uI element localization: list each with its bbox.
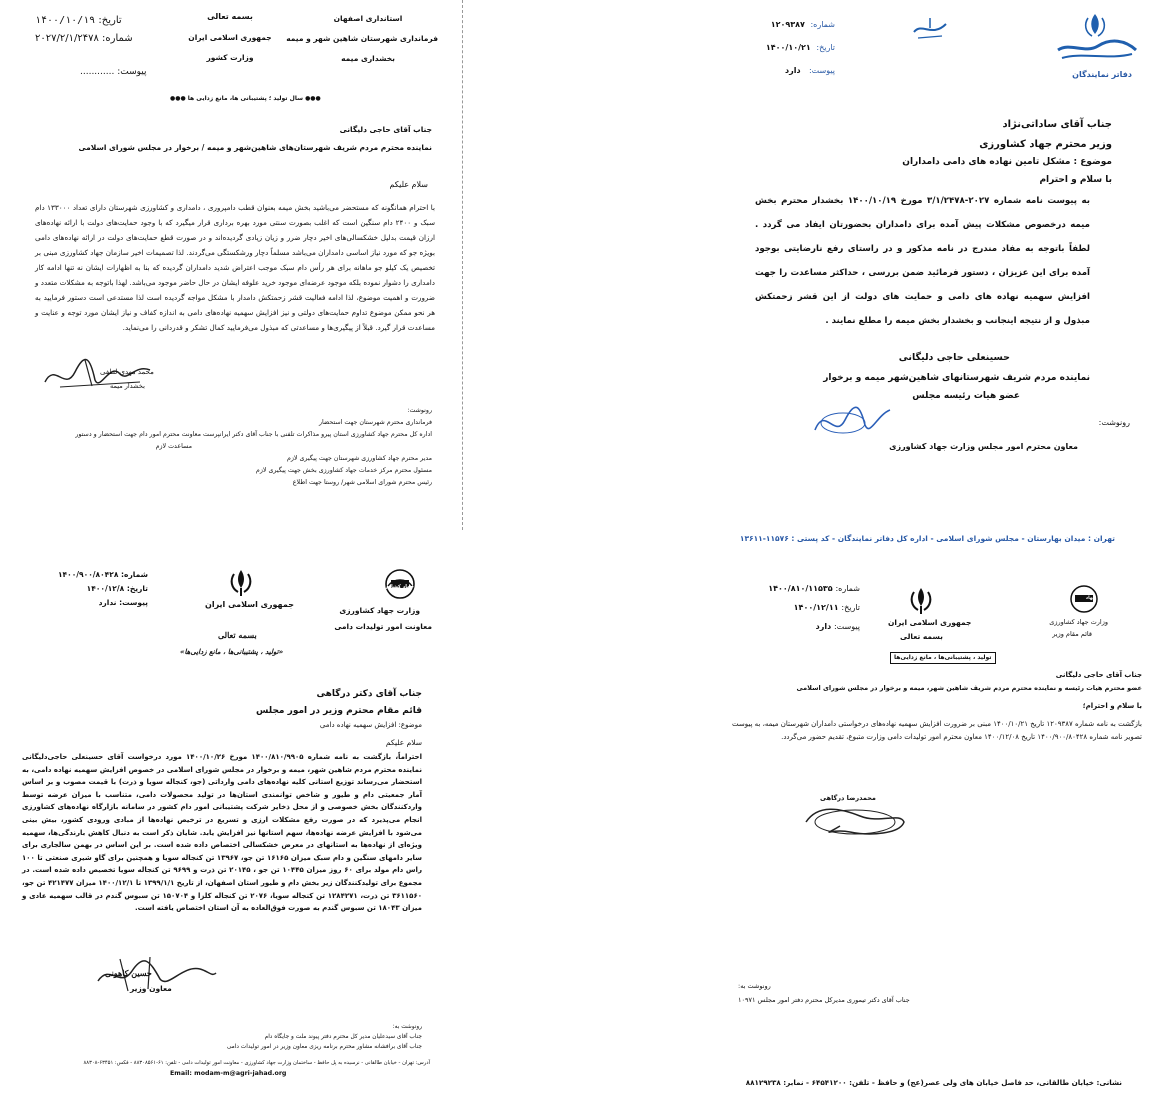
- letter4-salutation: با سلام و احترام؛: [1082, 702, 1142, 710]
- letter3-header-right-1: وزارت جهاد کشاورزی: [339, 606, 420, 615]
- letter3-header-center-0: جمهوری اسلامی ایران: [205, 600, 294, 609]
- letter2-signer-title1: نماینده مردم شریف شهرستانهای شاهین‌شهر میمه و برخوار: [823, 373, 1090, 383]
- letter4-addressee-title: عضو محترم هیات رئیسه و نماینده محترم مردم شریف شاهین شهر، میمه و برخوار در مجلس شورای اسلامی: [796, 684, 1142, 692]
- letter-moavenat-dami: [0, 560, 460, 1100]
- letter3-addressee-title: قائم مقام محترم وزیر در امور مجلس: [256, 706, 422, 716]
- letter1-attach: پیوست: ............: [80, 67, 147, 77]
- letter4-header-center-0: جمهوری اسلامی ایران: [888, 618, 972, 627]
- letter4-header-right-1: وزارت جهاد کشاورزی: [1049, 618, 1108, 626]
- letter1-addressee-name: جناب آقای حاجی دلیگانی: [339, 125, 432, 134]
- letter3-header-center-1: بسمه تعالی: [218, 630, 257, 640]
- letter1-signer-title: بخشدار میمه: [110, 382, 145, 390]
- letter2-meta: شماره: ۱۲۰۹۳۸۷ تاریخ: ۱۴۰۰/۱۰/۲۱ پیوست: دارد: [765, 20, 835, 75]
- letter3-header-slogan: «تولید ، پشتیبانی‌ها ، مانع زدایی‌ها»: [180, 648, 284, 656]
- letter3-signer-title: معاون وزیر: [130, 984, 172, 993]
- letter4-cc-title: رونوشت به:: [738, 982, 771, 990]
- letter3-body: احتراماً، بازگشت به نامه شماره ۱۴۰۰/۸۱۰/۹۹۰۵ مورخ ۱۴۰۰/۱۰/۲۶ مورد درخواست آقای حسینعلی حاجی‌دلیگانی نماینده محترم مردم شاهین شهر، میمه و برخوار در مجلس شورای اسلامی در خصوص افزایش سهمیه نهاده دامی، به استحضار می‌رساند توزیع استانی کلیه نهاده‌های دامی وارداتی (جو، کنجاله سویا و ذرت) با قیمت مصوب و بر اساس آمار جمعیتی دام و طیور و شاخص توانمندی استان‌ها در تولید محصولات دامی، متناسب با میزان عرضه توسط واردکنندگان بخش خصوصی و از محل ذخایر شرکت پشتیبانی امور دام کشور در سامانه بازارگاه نهاده‌های کشاورزی انجام می‌پذیرد که در صورت رفع مشکلات ارزی و تسریع در ترخیص نهاده‌ها از مبادی ورودی کشور، بیش بینی می‌شود با افزایش عرضه نهاده‌ها، سهم استانها نیز افزایش یابد. شایان ذکر است به دنبال کاهش بارندگی‌ها، سهمیه ویژه‌ای از نهاده‌ها به استانهای در معرض خشکسالی اختصاص داده شده است. بر این اساس در بهمن سالجاری برای سایر دامهای سنگین و دام سبک میزان ۱۶۱۶۵ تن جو، ۱۳۹۶۷ تن کنجاله سویا و همچنین برای گاو شیری صنعتی تا ۱۰۰ راس دام مولد برای ۶۰ روز میزان ۱۰۴۴۵ تن جو ، ۲۰۱۴۵ تن ذرت و ۹۶۹۹ تن کنجاله سویا تخصیص داده شده است. در مجموع برای تولیدکنندگان زیر بخش دام و طیور استان اصفهان، از تاریخ ۱۳۹۹/۱/۱ تا ۱۴۰۰/۱۲/۱ میزان ۴۲۱۴۷۷ تن جو، ۳۶۱۱۵۶۰ تن ذرت، ۱۲۸۴۲۷۱ تن کنجاله سویا، ۲۰۷۶ تن کنجاله کلزا و ۱۵۰۷۰۴ تن سبوس گندم در قالب سهمیه عادی و میزان ۱۸۰۴۳ تن سبوس گندم به صورت فوق‌العاده به آن استان اختصاص یافته است.: [22, 753, 423, 913]
- letter1-addressee-title: نماینده محترم مردم شریف شهرستان‌های شاهین‌شهر و میمه / برخوار در مجلس شورای اسلامی: [78, 143, 432, 152]
- letter4-signature: [800, 802, 910, 842]
- letter4-footer: نشانی: خیابان طالقانی، حد فاصل خیابان های ولی عصر(عج) و حافظ - تلفن: ۶۴۵۴۱۲۰۰ - نمابر: ۸۸۱۲۹۲۳۸: [745, 1078, 1122, 1087]
- letter2-subject: موضوع : مشکل تامین نهاده های دامی دامداران: [902, 157, 1112, 167]
- letter4-jahad-logo-text: جهاد: [1085, 596, 1096, 601]
- slogan-logo-icon: [910, 14, 950, 42]
- letter1-cc: رونوشت: فرمانداری محترم شهرستان جهت استحضار اداره کل محترم جهاد کشاورزی استان پیرو مذاکرات تلفنی با جناب آقای دکتر ایرانپرست معاونت محترم امور دام جهت استحضار و دستور مساعدت لازم مدیر محترم جهاد کشاورزی شهرستان جهت پیگیری لازم مسئول محترم مرکز خدمات جهاد کشاورزی بخش جهت پیگیری لازم رئیس محترم شورای اسلامی شهر/ روستا جهت اطلاع: [75, 407, 432, 486]
- letter2-addressee-title: وزیر محترم جهاد کشاورزی: [979, 139, 1112, 150]
- iran-emblem-icon: [225, 568, 257, 598]
- letter1-header-right: استانداری اصفهان فرمانداری شهرستان شاهین شهر و میمه بخشداری میمه: [286, 14, 438, 64]
- letter2-salutation: با سلام و احترام: [1039, 175, 1112, 185]
- letter4-header-slogan: تولید ، پشتیبانی‌ها ، مانع زدایی‌ها: [890, 652, 996, 664]
- letter4-body: بازگشت به نامه شماره ۱۲۰۹۳۸۷ تاریخ ۱۴۰۰/۱۰/۲۱ مبنی بر ضرورت افزایش سهمیه نهاده‌های درخواستی دامداران شهرستان میمه، به پیوست تصویر نامه شماره ۱۴۰۰/۹۰۰/۸۰۴۲۸ تاریخ ۱۴۰۰/۱۲/۰۸ معاون محترم امور تولیدات دامی وزارت متبوع، تقدیم حضور می‌گردد.: [732, 720, 1142, 741]
- letter4-header-center-1: بسمه تعالی: [900, 632, 943, 641]
- letter3-jahad-logo-text: جهاد کشاورزی: [377, 584, 414, 590]
- letter2-signer-title2: عضو هیات رئیسه مجلس: [912, 391, 1020, 401]
- jahad-emblem-icon: [1066, 584, 1102, 614]
- letter3-cc: رونوشت به: جناب آقای سیدعلیان مدیر کل محترم دفتر پیوند ملت و جایگاه دام جناب آقای برافشانه مشاور محترم برنامه ریزی معاون وزیر در امور تولیدات دامی: [226, 1024, 422, 1050]
- letter1-signer: محمد مهدی لطفی: [100, 368, 154, 376]
- letter4-addressee-name: جناب آقای حاجی دلیگانی: [1055, 671, 1142, 679]
- letter1-salutation: سلام علیکم: [389, 180, 428, 189]
- letter4-cc: جناب آقای دکتر تیموری مدیرکل محترم دفتر امور مجلس ۱۰۹۷۱: [738, 996, 910, 1004]
- letter1-edge: [462, 0, 464, 530]
- majlis-emblem-icon: [1050, 10, 1140, 65]
- letter2-body: به پیوست نامه شماره ۲۰۲۷-۳/۱/۲۴۷۸ مورخ ۱۴۰۰/۱۰/۱۹ بخشدار محترم بخش میمه درخصوص مشکلات پیش آمده برای دامداران بحضورتان ایفاد می گردد . لطفاً باتوجه به مفاد مندرج در نامه مذکور و در راستای رفع نارضایتی بوجود آمده برای این عزیزان ، دستور فرمائید ضمن بررسی ، حداکثر مساعدت را جهت افزایش سهمیه نهاده های دامی و حمایت های دولت از این قشر زحمتکش مبذول و از نتیجه اینجانب و بخشدار بخش میمه را مطلع نمایند .: [755, 196, 1090, 326]
- letter-majlis: [705, 0, 1150, 555]
- letter3-subject: موضوع: افزایش سهمیه نهاده دامی: [319, 721, 422, 729]
- letter2-signature: [805, 395, 895, 445]
- letter3-salutation: سلام علیکم: [385, 738, 422, 747]
- letter2-address: تهران : میدان بهارستان - مجلس شورای اسلامی - اداره کل دفاتر نمایندگان - کد پستی : ۱۱۵۷۶-۱۳۶۱۱: [739, 534, 1115, 543]
- letter2-cc: معاون محترم امور مجلس وزارت جهاد کشاورزی: [889, 442, 1078, 451]
- letter1-date: تاریخ: ۱۴۰۰/۱۰/۱۹: [35, 15, 122, 26]
- letter4-header-right-2: قائم مقام وزیر: [1052, 630, 1092, 638]
- letter1-header-center: بسمه تعالی جمهوری اسلامی ایران وزارت کشور: [188, 12, 272, 62]
- letter2-signer: حسینعلی حاجی دلیگانی: [898, 352, 1010, 363]
- letter-ghaem-magham: [720, 570, 1150, 1100]
- letter2-office: دفاتر نمایندگان: [1072, 70, 1132, 79]
- letter3-footer: آدرس: تهران - خیابان طالقانی - نرسیده به پل حافظ - ساختمان وزارت جهاد کشاورزی - معاونت امور تولیدات دامی - تلفن: ۶۱-۸۸۳۰۸۵۶۱ - فکس: ۶۳۴۵۱-۸۸۳۰۸: [83, 1060, 430, 1066]
- letter3-email: Email: modam-m@agri-jahad.org: [170, 1070, 287, 1077]
- letter3-meta: شماره: ۱۴۰۰/۹۰۰/۸۰۴۲۸ تاریخ: ۱۴۰۰/۱۲/۸ پیوست: ندارد: [57, 570, 148, 608]
- letter1-slogan: ●●● سال تولید ؛ پشتیبانی ها، مانع زدایی ها ●●●: [170, 95, 321, 102]
- letter1-number: شماره: ۲۰۲۷/۲/۱/۲۴۷۸: [35, 33, 133, 44]
- letter2-cc-title: رونوشت:: [1098, 418, 1130, 427]
- letter3-signer: حسین کاهونی: [105, 968, 152, 978]
- letter3-header-right-2: معاونت امور تولیدات دامی: [334, 622, 432, 631]
- letter3-addressee-name: جناب آقای دکتر درگاهی: [316, 689, 422, 699]
- iran-emblem-icon: [905, 586, 937, 616]
- letter2-addressee-name: جناب آقای ساداتی‌نژاد: [1002, 119, 1112, 130]
- letter4-meta: شماره: ۱۴۰۰/۸۱۰/۱۱۵۳۵ تاریخ: ۱۴۰۰/۱۲/۱۱ پیوست: دارد: [768, 584, 860, 631]
- letter4-signer: محمدرضا درگاهی: [820, 794, 876, 802]
- letter1-body: با احترام همانگونه که مستحضر می‌باشید بخش میمه بعنوان قطب دامپروری ، دامداری و کشاورزی شهرستان دارای تعداد ۱۳۳۰۰۰ دام سبک و ۲۴۰۰ دام سنگین است که اغلب بصورت سنتی مورد بهره برداری قرار میگیرد که با وجود حمایت‌های دولت با ارائه نهاده‌های ارزان قیمت بدلیل خشکسالی‌های اخیر دچار ضرر و زیان زیادی گردیده‌اند و در صورت قطع حمایت‌های دولت در ارائه نهاده‌های دامی بویژه جو که مورد نیاز اساسی دامداران می‌باشد مسلماً دچار ورشکستگی می‌گردند. لذا تصمیمات اخیر سازمان جهاد کشاورزی مبنی بر تخصیص یک کیلو جو ماهانه برای هر رأس دام سبک موجب اعتراض شدید دامداران گردیده که بنا به اظهارات ایشان نه تنها ادامه کار دامداری را دشوار نموده بلکه موجود عرضه‌ای موجود خرید علوفه ایشان در حال حاضر موجود می‌باشد. لهذا باتوجه به مشکلات متعدد و ضرورت و اهمیت موضوع، لذا ادامه فعالیت قشر زحمتکش دامدار با مشکل مواجه گردیده است لذا مستدعی است دستور فرمایید به هر نحو ممکن موضوع تداوم حمایت‌های دولتی و نیز افزایش سهمیه نهاده‌های دامی به اندازه کفاف و نیاز ایشان مورد توجه و عنایت و مساعدت قرار گیرد. قبلاً از پیگیری‌ها و مساعدتی که مبذول می‌فرمایید کمال تشکر و قدردانی را می‌نماید.: [35, 203, 435, 332]
- letter-bakhshdari-meymeh: [0, 0, 470, 540]
